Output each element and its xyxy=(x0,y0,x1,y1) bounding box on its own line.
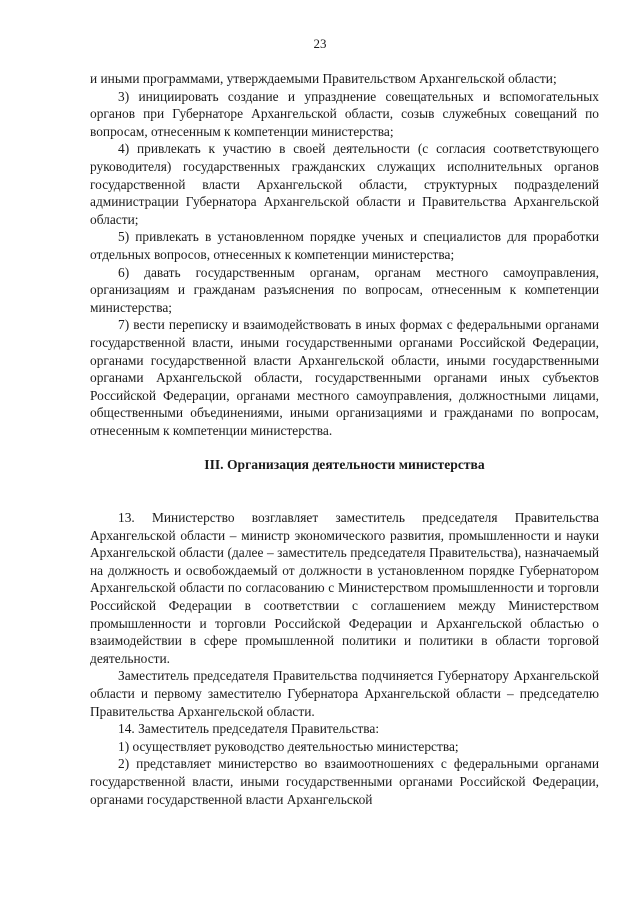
paragraph: 13. Министерство возглавляет заместитель председателя Правительства Архангельской области – министр экономического развития, промышленности и науки Архангельской области (далее – заместитель председателя Правительства), назначаемый на должность и освобождаемый от должности в установленном порядке Губернатором Архангельской области по согласованию с Министерством промышленности и торговли Российской Федерации в соответствии с соглашением между Министерством промышленности и торговли Российской Федерации и Архангельской областью о взаимодействии в сфере промышленной политики и политики в области торговой деятельности. xyxy=(90,510,599,666)
paragraph: 2) представляет министерство во взаимоотношениях с федеральными органами государственной власти, иными государственными органами Российской Федерации, органами государственной власти Архангельской xyxy=(90,756,599,807)
page-number: 23 xyxy=(313,36,327,51)
paragraph: 4) привлекать к участию в своей деятельности (с согласия соответствующего руководителя) государственных гражданских служащих исполнительных органов государственной власти Архангельской области, структурных подразделений администрации Губернатора Архангельской области и Правительства Архангельской области; xyxy=(90,141,599,227)
paragraph: 7) вести переписку и взаимодействовать в иных формах с федеральными органами государственной власти, иными государственными органами Российской Федерации, органами государственной власти Архангельской области, иными государственными органами Архангельской области, государственными органами иных субъектов Российской Федерации, органами местного самоуправления, должностными лицами, общественными объединениями, иными организациями и гражданами по вопросам, отнесенным к компетенции министерства. xyxy=(90,317,599,438)
document-body xyxy=(90,70,599,808)
paragraph: 1) осуществляет руководство деятельностью министерства; xyxy=(118,738,459,754)
paragraph: 3) инициировать создание и упразднение совещательных и вспомогательных органов при Губернаторе Архангельской области, созыв служебных совещаний по вопросам, отнесенным к компетенции министерства; xyxy=(90,88,599,139)
paragraph: 14. Заместитель председателя Правительства: xyxy=(118,721,380,737)
paragraph: и иными программами, утверждаемыми Правительством Архангельской области; xyxy=(90,71,557,86)
paragraph: 5) привлекать в установленном порядке ученых и специалистов для проработки отдельных вопросов, отнесенных к компетенции министерства; xyxy=(90,229,599,262)
section-heading: III. Организация деятельности министерства xyxy=(204,457,485,473)
paragraph: Заместитель председателя Правительства подчиняется Губернатору Архангельской области и первому заместителю Губернатора Архангельской области – председателю Правительства Архангельской области. xyxy=(90,668,599,719)
paragraph: 6) давать государственным органам, органам местного самоуправления, организациям и гражданам разъяснения по вопросам, отнесенным к компетенции министерства; xyxy=(90,264,599,315)
